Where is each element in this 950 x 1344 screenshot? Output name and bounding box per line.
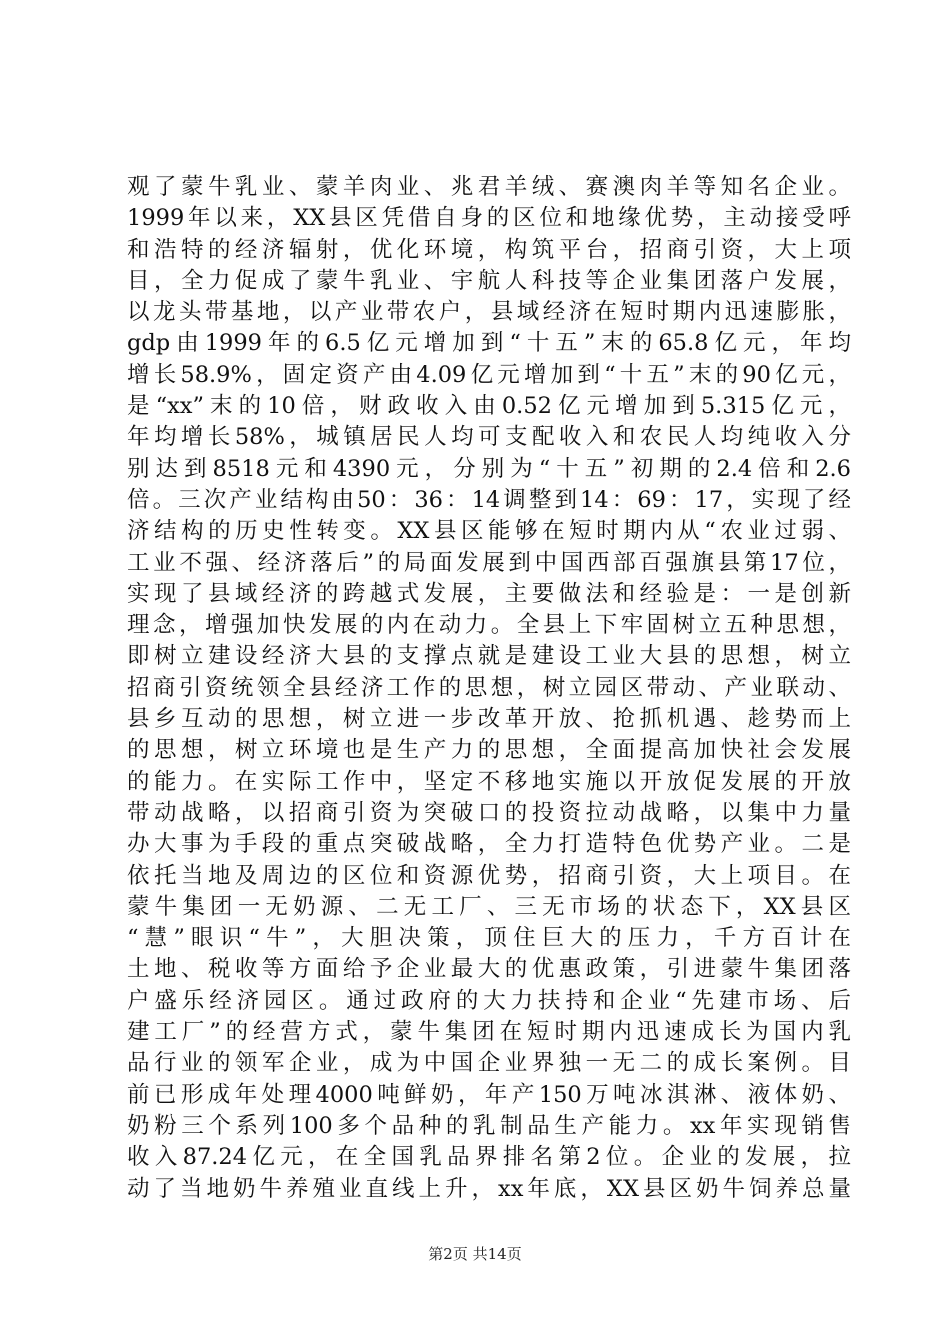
text-line: 办大事为手段的重点突破战略，全力打造特色优势产业。二是 [127, 831, 851, 858]
text-line: 实现了县域经济的跨越式发展，主要做法和经验是：一是创新 [127, 580, 851, 607]
text-line: 观了蒙牛乳业、蒙羊肉业、兆君羊绒、赛澳肉羊等知名企业。 [127, 174, 851, 200]
text-line: 土地、税收等方面给予企业最大的优惠政策，引进蒙牛集团落 [127, 956, 851, 983]
text-line: 年均增长58%，城镇居民人均可支配收入和农民人均纯收入分 [127, 424, 851, 451]
text-line: 依托当地及周边的区位和资源优势，招商引资，大上项目。在 [127, 862, 851, 889]
text-line: 增长58.9%，固定资产由4.09亿元增加到“十五”末的90亿元， [127, 361, 851, 388]
text-line: 理念，增强加快发展的内在动力。全县上下牢固树立五种思想， [127, 612, 851, 639]
page-number-footer: 第2页 共14页 [428, 1245, 522, 1263]
text-line: 是“xx”末的10倍，财政收入由0.52亿元增加到5.315亿元， [127, 393, 851, 420]
text-line: 户盛乐经济园区。通过政府的大力扶持和企业“先建市场、后 [127, 987, 851, 1014]
text-line: 县乡互动的思想，树立进一步改革开放、抢抓机遇、趁势而上 [127, 706, 851, 733]
text-line: 济结构的历史性转变。XX县区能够在短时期内从“农业过弱、 [127, 518, 851, 545]
text-line: 1999年以来，XX县区凭借自身的区位和地缘优势，主动接受呼 [127, 205, 851, 232]
text-line: gdp由1999年的6.5亿元增加到“十五”末的65.8亿元，年均 [127, 330, 851, 357]
text-line: 和浩特的经济辐射，优化环境，构筑平台，招商引资，大上项 [127, 236, 851, 263]
text-line: 即树立建设经济大县的支撑点就是建设工业大县的思想，树立 [127, 643, 851, 670]
text-line: 带动战略，以招商引资为突破口的投资拉动战略，以集中力量 [127, 799, 851, 826]
text-line: 建工厂”的经营方式，蒙牛集团在短时期内迅速成长为国内乳 [127, 1019, 851, 1046]
body-paragraph [127, 172, 851, 1205]
text-line: 的能力。在实际工作中，坚定不移地实施以开放促发展的开放 [127, 768, 851, 795]
text-line: 奶粉三个系列100多个品种的乳制品生产能力。xx年实现销售 [127, 1112, 851, 1139]
text-line: 动了当地奶牛养殖业直线上升，xx年底，XX县区奶牛饲养总量 [127, 1175, 851, 1202]
text-line: 以龙头带基地，以产业带农户，县域经济在短时期内迅速膨胀， [127, 299, 851, 326]
text-line: “慧”眼识“牛”，大胆决策，顶住巨大的压力，千方百计在 [127, 925, 851, 952]
text-line: 前已形成年处理4000吨鲜奶，年产150万吨冰淇淋、液体奶、 [127, 1081, 851, 1108]
text-line: 招商引资统领全县经济工作的思想，树立园区带动、产业联动、 [127, 674, 851, 701]
text-line: 收入87.24亿元，在全国乳品界排名第2位。企业的发展，拉 [127, 1144, 851, 1171]
text-line: 目，全力促成了蒙牛乳业、宇航人科技等企业集团落户发展， [127, 267, 851, 294]
text-line: 蒙牛集团一无奶源、二无工厂、三无市场的状态下，XX县区 [127, 893, 851, 920]
text-line: 别达到8518元和4390元，分别为“十五”初期的2.4倍和2.6 [127, 455, 851, 482]
text-line: 工业不强、经济落后”的局面发展到中国西部百强旗县第17位， [127, 549, 851, 576]
text-line: 品行业的领军企业，成为中国企业界独一无二的成长案例。目 [127, 1050, 851, 1077]
text-line: 的思想，树立环境也是生产力的思想，全面提高加快社会发展 [127, 737, 851, 764]
text-line: 倍。三次产业结构由50：36：14调整到14：69：17，实现了经 [127, 486, 851, 513]
